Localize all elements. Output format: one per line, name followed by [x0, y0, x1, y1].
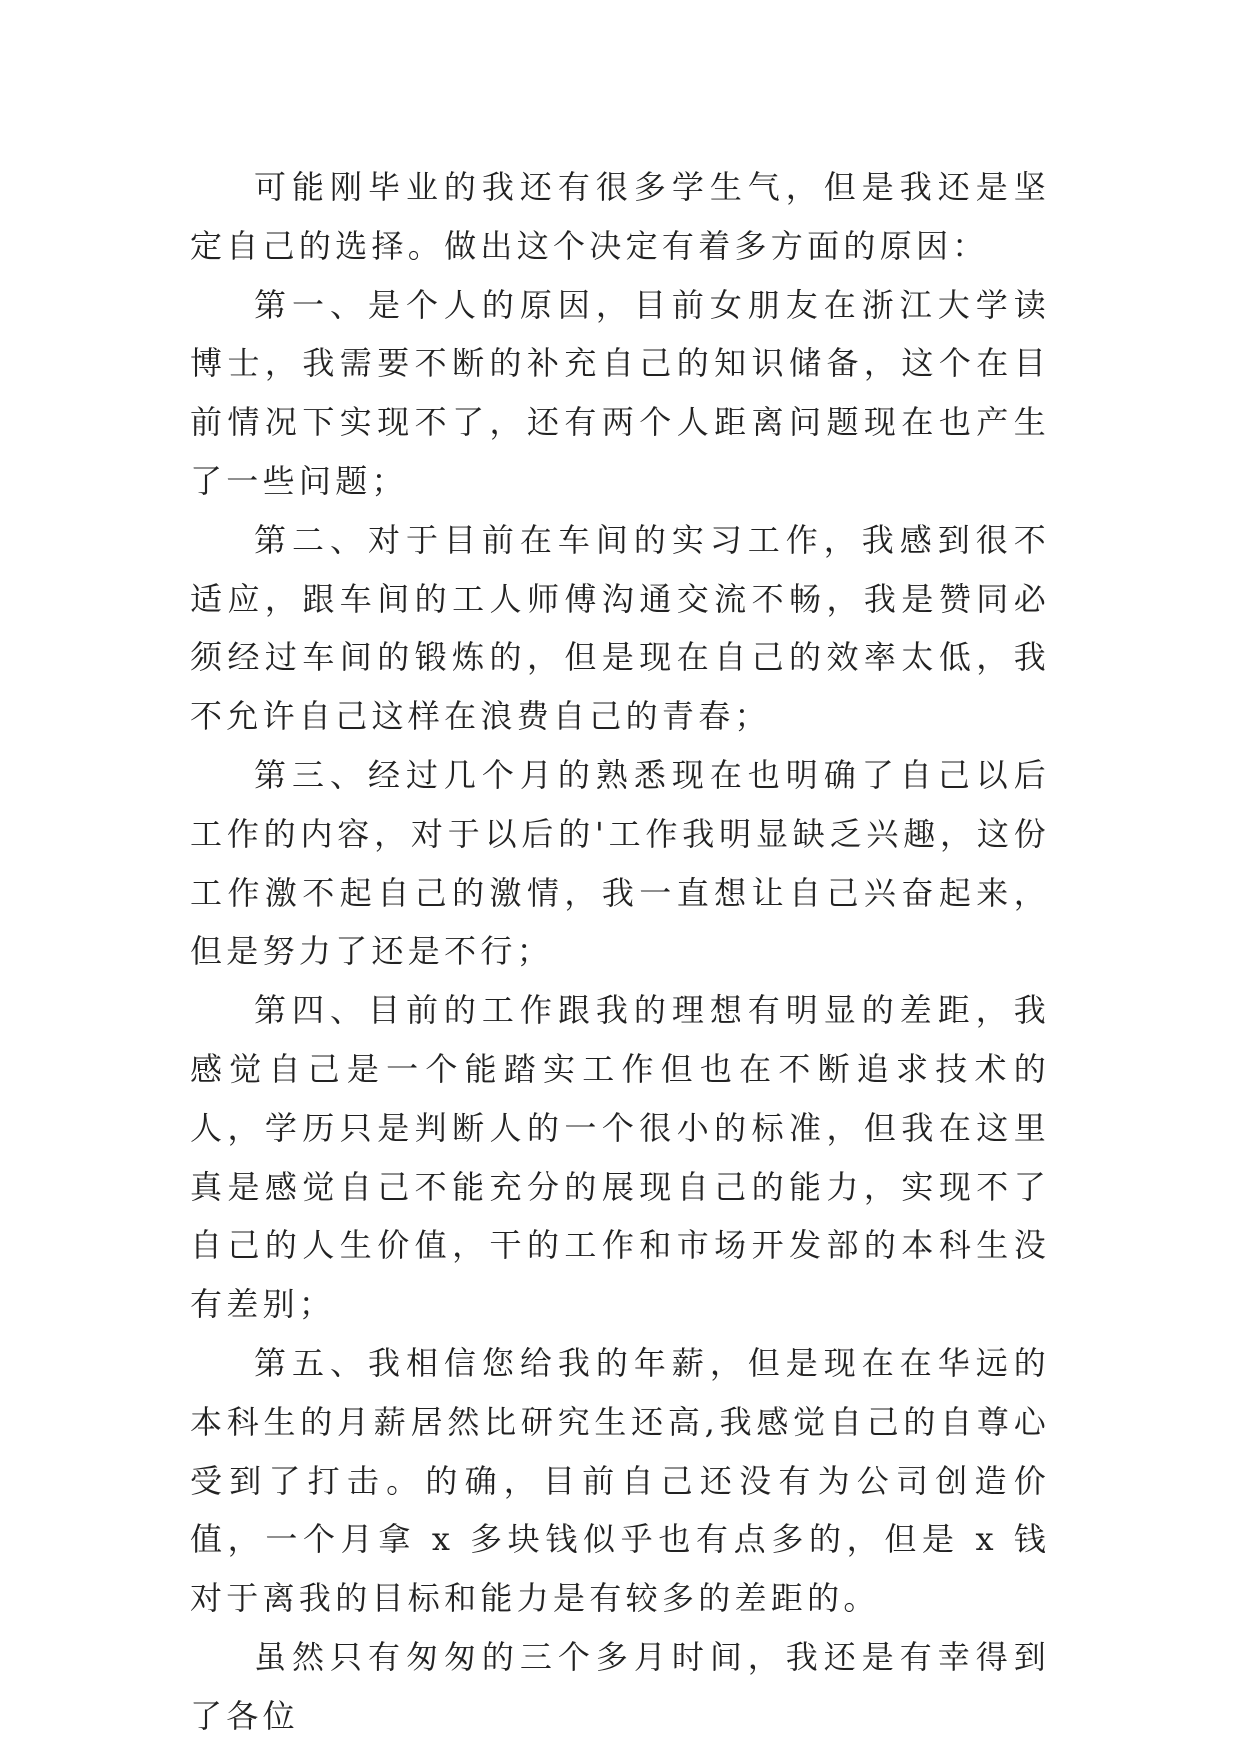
document-body: [190, 158, 1050, 1746]
paragraph-closing: 虽然只有匆匆的三个多月时间，我还是有幸得到了各位: [190, 1637, 1050, 1735]
paragraph-reason-5: 第五、我相信您给我的年薪，但是现在在华远的本科生的月薪居然比研究生还高,我感觉自己的自尊心受到了打击。的确，目前自己还没有为公司创造价值，一个月拿 x 多块钱似乎也有点多的，但是 x 钱对于离我的目标和能力是有较多的差距的。: [190, 1343, 1050, 1618]
paragraph-reason-3: 第三、经过几个月的熟悉现在也明确了自己以后工作的内容，对于以后的'工作我明显缺乏兴趣，这份工作激不起自己的激情，我一直想让自己兴奋起来，但是努力了还是不行；: [190, 755, 1050, 971]
paragraph-reason-1: 第一、是个人的原因，目前女朋友在浙江大学读博士，我需要不断的补充自己的知识储备，这个在目前情况下实现不了，还有两个人距离问题现在也产生了一些问题；: [190, 285, 1050, 500]
paragraph-intro: 可能刚毕业的我还有很多学生气，但是我还是坚定自己的选择。做出这个决定有着多方面的原因：: [190, 168, 1050, 265]
paragraph-reason-2: 第二、对于目前在车间的实习工作，我感到很不适应，跟车间的工人师傅沟通交流不畅，我是赞同必须经过车间的锻炼的，但是现在自己的效率太低，我不允许自己这样在浪费自己的青春；: [190, 520, 1050, 736]
paragraph-reason-4: 第四、目前的工作跟我的理想有明显的差距，我感觉自己是一个能踏实工作但也在不断追求技术的人，学历只是判断人的一个很小的标准，但我在这里真是感觉自己不能充分的展现自己的能力，实现不了自己的人生价值，干的工作和市场开发部的本科生没有差别；: [190, 991, 1050, 1324]
